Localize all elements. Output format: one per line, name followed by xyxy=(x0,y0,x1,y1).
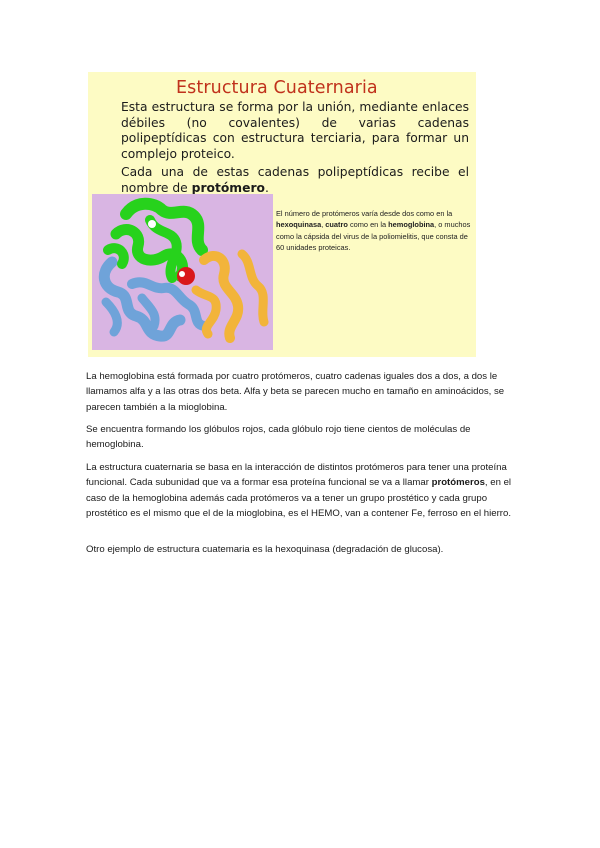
paragraph-quaternary xyxy=(86,460,516,521)
slide-protomer-text xyxy=(121,165,469,196)
heme-group-red xyxy=(177,267,195,285)
side-note-a: El número de protómeros varía desde dos como en la xyxy=(276,209,453,218)
protomer-side-note xyxy=(276,208,472,254)
paragraph-3-c: , en el caso de la hemoglobina además cada protómeros va a tener un grupo prostético y cada grupo prostético es el mismo que el de la mioglobina, es el HEMO, van a contener Fe, ferroso en el hierro. xyxy=(86,477,512,519)
protomer-text-b: . xyxy=(264,180,269,195)
paragraph-hexoquinasa xyxy=(86,542,516,557)
side-note-c: , xyxy=(321,220,326,230)
protomer-term: protómero xyxy=(191,180,265,195)
slide-title: Estructura Cuaternaria xyxy=(176,78,378,98)
heme-highlight-green xyxy=(148,220,156,228)
side-note-d: como en la xyxy=(347,220,389,230)
side-note-hemoglobina: hemoglobina xyxy=(388,220,435,230)
side-note-cuatro: cuatro xyxy=(325,220,348,230)
side-note-hexoquinasa: hexoquinasa xyxy=(276,220,322,230)
paragraph-1-text: La hemoglobina está formada por cuatro protómeros, cuatro cadenas iguales dos a dos, a dos le llamamos alfa y a las otras dos beta. Alfa y beta se parecen mucho en tamaño en aminoácidos, se parecen también a la mioglobina. xyxy=(86,371,505,413)
side-note-e: , o muchos como la cápsida del virus de la poliomielitis, que consta de 60 unidades proteicas. xyxy=(276,220,471,253)
slide-figure xyxy=(88,72,476,357)
paragraph-2-text: Se encuentra formando los glóbulos rojos, cada glóbulo rojo tiene cientos de moléculas de hemoglobina. xyxy=(86,424,471,451)
paragraph-4-text: Otro ejemplo de estructura cuatemaria es la hexoquinasa (degradación de glucosa). xyxy=(86,544,444,555)
paragraph-hemoglobin xyxy=(86,369,516,415)
paragraph-3-a: La estructura cuaternaria se basa en la interacción de distintos protómeros para tener una proteína funcional. Cada subunidad que va a formar esa proteína funcional se va a llamar xyxy=(86,462,507,489)
protomer-text-a: Cada una de estas cadenas polipeptídicas recibe el nombre de xyxy=(121,165,469,195)
paragraph-3-text xyxy=(86,460,516,521)
paragraph-red-cells xyxy=(86,422,516,453)
slide-intro-text: Esta estructura se forma por la unión, mediante enlaces débiles (no covalentes) de varias cadenas polipeptídicas con estructura terciaria, para formar un complejo proteico. xyxy=(121,100,469,161)
heme-highlight xyxy=(179,271,185,277)
hemoglobin-illustration xyxy=(92,194,273,350)
paragraph-3-term: protómeros xyxy=(431,477,485,489)
hemoglobin-structure-image xyxy=(92,194,273,350)
